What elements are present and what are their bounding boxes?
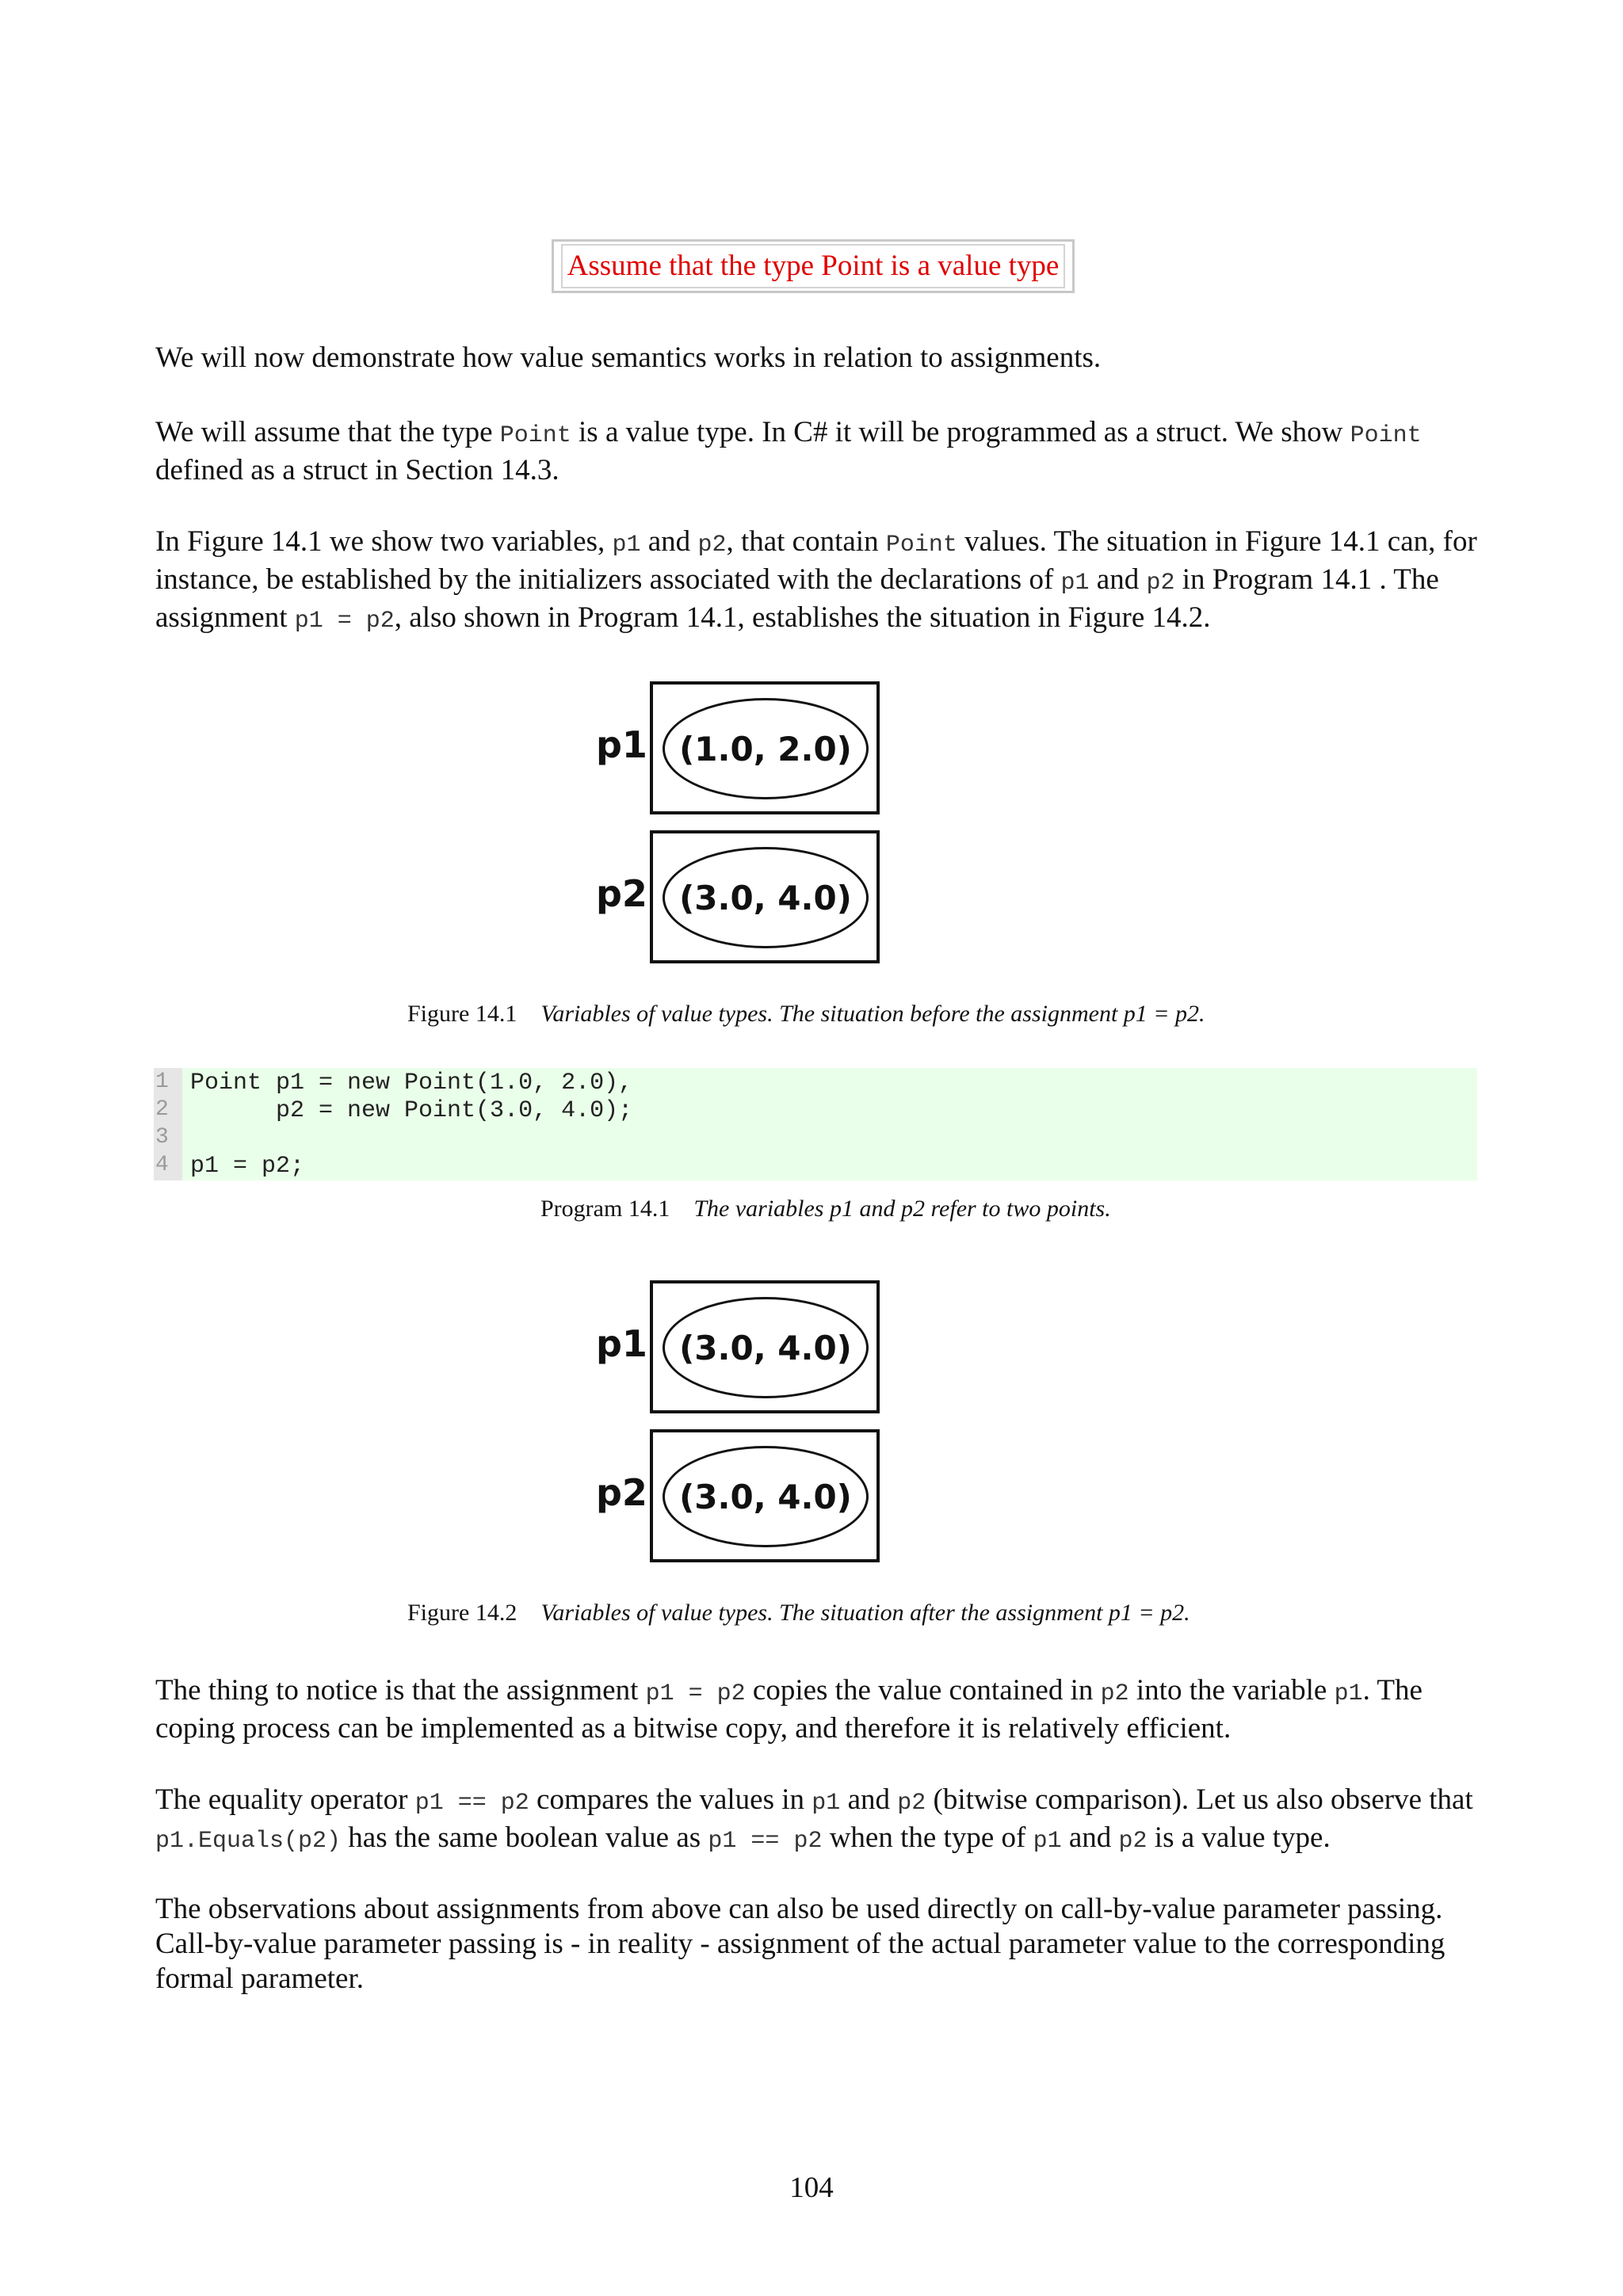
paragraph-call-by-value: The observations about assignments from above can also be used directly on call-by-value parameter passing. Call-by-value parameter passing is - in reality - assignment of the actual parameter value to the corresponding formal parameter. [155, 1893, 1445, 1995]
variable-label-p1: p1 [596, 1322, 647, 1365]
value-oval-p1: (1.0, 2.0) [663, 698, 869, 799]
paragraph-point-type: We will assume that the type Point is a value type. In C# it will be programmed as a struct. We show Point defined as a struct in Section 14.3. [155, 416, 1422, 486]
value-oval-p2: (3.0, 4.0) [663, 847, 869, 948]
line-number: 2 [155, 1097, 169, 1122]
variable-label-p2: p2 [596, 1471, 647, 1514]
code-text: p1 = p2; [190, 1153, 305, 1180]
code-line [154, 1125, 1477, 1154]
line-number: 1 [155, 1070, 169, 1094]
variable-box-p2 [650, 830, 880, 963]
variable-box-p2 [650, 1429, 880, 1562]
variable-label-p2: p2 [596, 872, 647, 915]
figure-14-2-caption: Figure 14.2 Variables of value types. The situation after the assignment p1 = p2. [407, 1600, 1190, 1626]
value-oval-p1: (3.0, 4.0) [663, 1297, 869, 1398]
variable-label-p1: p1 [596, 723, 647, 766]
paragraph-intro: We will now demonstrate how value semantics works in relation to assignments. [155, 341, 1102, 374]
page-number: 104 [789, 2172, 834, 2204]
variable-box-p1 [650, 681, 880, 814]
code-text: p2 = new Point(3.0, 4.0); [190, 1097, 633, 1124]
paragraph-assignment-copy: The thing to notice is that the assignment p1 = p2 copies the value contained in p2 into the variable p1. The coping process can be implemented as a bitwise copy, and therefore it is relatively efficient. [155, 1674, 1423, 1745]
code-line [154, 1097, 1477, 1126]
figure-14-1-caption: Figure 14.1 Variables of value types. The situation before the assignment p1 = p2. [407, 1001, 1205, 1027]
code-line [154, 1070, 1477, 1098]
callout-box [552, 239, 1075, 293]
paragraph-figure-intro: In Figure 14.1 we show two variables, p1 and p2, that contain Point values. The situation in Figure 14.1 can, for instance, be established by the initializers associated with the declarations of p1 and p2 in Program 14.1 . The assignment p1 = p2, also shown in Program 14.1, establishes the situation in Figure 14.2. [155, 525, 1477, 635]
variable-box-p1 [650, 1280, 880, 1413]
line-number: 4 [155, 1153, 169, 1177]
line-number: 3 [155, 1125, 169, 1150]
code-text: Point p1 = new Point(1.0, 2.0), [190, 1070, 633, 1097]
program-14-1-code [154, 1068, 1477, 1180]
paragraph-equality: The equality operator p1 == p2 compares the values in p1 and p2 (bitwise comparison). Let us also observe that p1.Equals(p2) has the same boolean value as p1 == p2 when the type of p1 and p2 is a value type. [155, 1783, 1473, 1855]
value-oval-p2: (3.0, 4.0) [663, 1446, 869, 1547]
code-line [154, 1153, 1477, 1181]
callout-text: Assume that the type Point is a value type [561, 244, 1066, 288]
program-14-1-caption: Program 14.1 The variables p1 and p2 refer to two points. [540, 1196, 1111, 1222]
